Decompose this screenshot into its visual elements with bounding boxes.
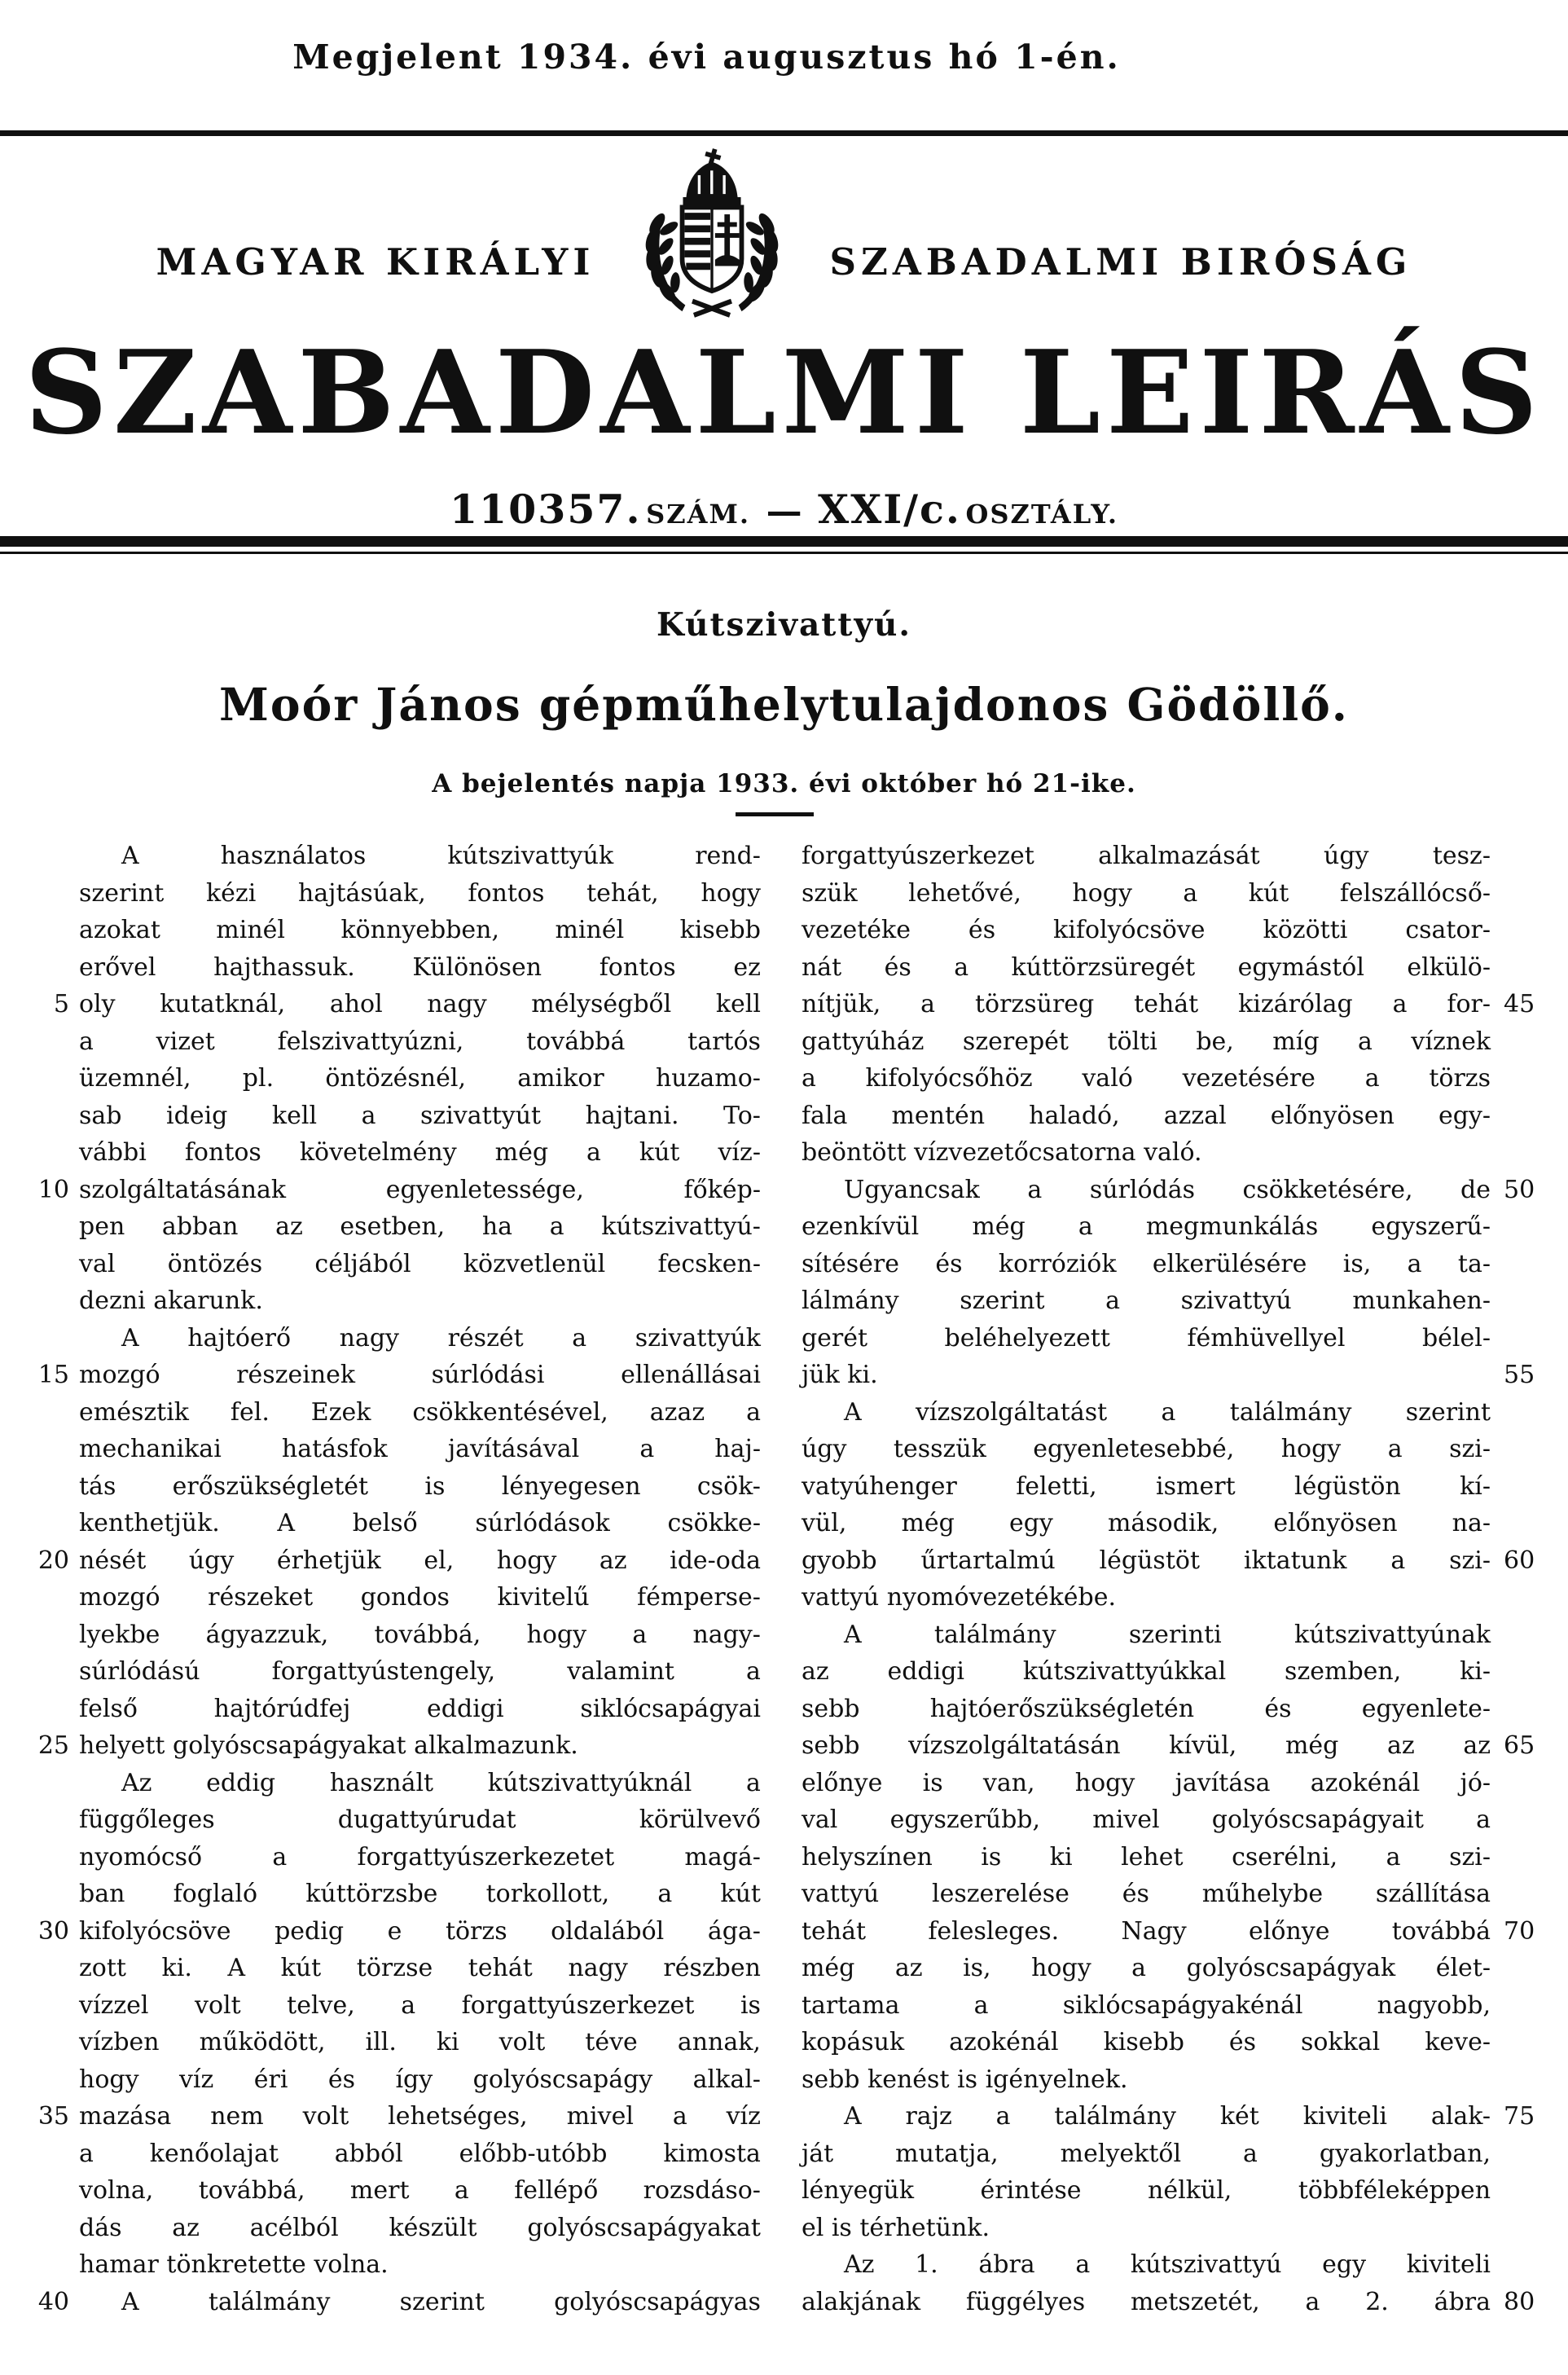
line-text: forgattyúszerkezet alkalmazását úgy tesz- <box>801 842 1491 870</box>
line-text: lényegük érintése nélkül, többféleképpen <box>801 2176 1491 2205</box>
title-rule-thick <box>0 536 1568 547</box>
text-line <box>802 1950 1551 1987</box>
line-text: sebb kenést is igényelnek. <box>801 2065 1128 2094</box>
line-text: nyomócső a forgattyúszerkezetet magá- <box>79 1842 761 1871</box>
line-number: 55 <box>1504 1361 1535 1389</box>
line-text: lálmány szerint a szivattyú munkahen- <box>801 1286 1491 1315</box>
text-line <box>802 838 1551 875</box>
line-text: alakjának függélyes metszetét, a 2. ábra <box>801 2287 1491 2316</box>
line-text: vízben működött, ill. ki volt téve annak, <box>79 2028 761 2056</box>
text-line <box>802 1320 1551 1357</box>
text-line <box>24 1542 761 1580</box>
line-text: dás az acélból készült golyóscsapágyakat <box>79 2213 761 2242</box>
line-text: kenthetjük. A belső súrlódások csökke- <box>79 1509 761 1537</box>
line-text: szolgáltatásának egyenletessége, főkép- <box>79 1175 761 1204</box>
line-text: dezni akarunk. <box>79 1286 263 1315</box>
section-divider-rule <box>736 812 814 816</box>
text-line <box>802 1431 1551 1468</box>
text-line <box>802 1839 1551 1876</box>
line-text: gerét beléhelyezett fémhüvellyel bélel- <box>801 1323 1491 1352</box>
text-line <box>802 1579 1551 1616</box>
line-text: vül, még egy második, előnyösen na- <box>801 1509 1491 1537</box>
line-text: Az eddig használt kútszivattyúknál a <box>121 1768 761 1797</box>
text-line <box>24 875 761 913</box>
line-text: ját mutatja, melyektől a gyakorlatban, <box>801 2139 1491 2168</box>
text-line <box>24 1801 761 1839</box>
line-text: helyett golyóscsapágyakat alkalmazunk. <box>79 1731 578 1760</box>
text-line <box>24 1616 761 1654</box>
text-line <box>802 1801 1551 1839</box>
line-text: beöntött vízvezetőcsatorna való. <box>801 1138 1202 1167</box>
text-line <box>802 1172 1551 1209</box>
inventor-line: Moór János gépműhelytulajdonos Gödöllő. <box>219 678 1349 731</box>
line-text: vattyú leszerelése és műhelybe szállítása <box>801 1880 1491 1908</box>
text-line <box>24 2061 761 2099</box>
line-text: mozgó részeket gondos kivitelű fémperse- <box>79 1583 761 1612</box>
line-text: val egyszerűbb, mivel golyóscsapágyait a <box>801 1805 1491 1834</box>
line-text: gattyúház szerepét tölti be, míg a víznek <box>801 1027 1491 1056</box>
line-text: tehát felesleges. Nagy előnye továbbá <box>801 1916 1491 1946</box>
text-line <box>24 986 761 1023</box>
text-line <box>24 1246 761 1283</box>
text-line <box>24 1727 761 1765</box>
line-text: jük ki. <box>801 1361 878 1389</box>
text-line <box>24 2024 761 2061</box>
text-line <box>802 1134 1551 1172</box>
line-text: vatyúhenger feletti, ismert légüstön kí- <box>801 1471 1491 1501</box>
line-text: kopásuk azokénál kisebb és sokkal keve- <box>801 2028 1491 2056</box>
text-line <box>24 2172 761 2210</box>
text-line <box>24 2210 761 2247</box>
line-text: súrlódású forgattyústengely, valamint a <box>79 1657 761 1686</box>
authority-banner <box>0 148 1568 326</box>
publication-date-text: Megjelent 1934. évi augusztus hó 1-én. <box>292 37 1121 77</box>
text-line <box>802 2172 1551 2210</box>
line-number: 20 <box>37 1546 69 1575</box>
text-line <box>24 2246 761 2284</box>
line-text: függőleges dugattyúrudat körülvevő <box>79 1805 761 1834</box>
text-line <box>24 1431 761 1468</box>
line-text: sítésére és korróziók elkerülésére is, a ta- <box>801 1249 1491 1278</box>
text-line <box>24 1394 761 1432</box>
line-text: szerint kézi hajtásúak, fontos tehát, hogy <box>79 878 761 908</box>
line-text: helyszínen is ki lehet cserélni, a szi- <box>801 1842 1491 1871</box>
line-number: 40 <box>37 2287 69 2316</box>
text-line <box>802 1468 1551 1506</box>
line-text: emésztik fel. Ezek csökkentésével, azaz a <box>79 1397 761 1427</box>
text-line <box>802 1987 1551 2025</box>
text-line <box>24 1468 761 1506</box>
text-line <box>24 1505 761 1542</box>
line-text: üzemnél, pl. öntözésnél, amikor huzamo- <box>79 1064 761 1093</box>
text-line <box>802 1542 1551 1580</box>
text-line <box>802 1505 1551 1542</box>
patent-number-label: SZÁM. <box>646 499 751 530</box>
line-text: erővel hajthassuk. Különösen fontos ez <box>79 952 761 982</box>
number-class-separator: — <box>766 490 802 532</box>
hungarian-coat-of-arms-icon <box>634 148 790 326</box>
text-line <box>24 1172 761 1209</box>
text-line <box>24 2284 761 2321</box>
text-line <box>24 1987 761 2025</box>
line-text: A találmány szerint golyóscsapágyas <box>121 2287 761 2316</box>
text-line <box>24 2098 761 2135</box>
line-text: azokat minél könnyebben, minél kisebb <box>79 916 761 944</box>
line-text: zott ki. A kút törzse tehát nagy részben <box>79 1954 761 1982</box>
line-text: vábbi fontos követelmény még a kút víz- <box>79 1138 761 1167</box>
text-line <box>802 2024 1551 2061</box>
text-line <box>802 1691 1551 1728</box>
patent-class-label: OSZTÁLY. <box>965 499 1119 530</box>
line-text: val öntözés céljából közvetlenül fecsken- <box>79 1249 761 1278</box>
text-line <box>24 1060 761 1097</box>
text-line <box>802 1653 1551 1691</box>
line-text: a vizet felszivattyúzni, továbbá tartós <box>79 1027 761 1056</box>
text-line <box>802 875 1551 913</box>
line-text: nát és a kúttörzsüregét egymástól elkülö- <box>801 952 1491 982</box>
line-text: kifolyócsöve pedig e törzs oldalából ága- <box>79 1916 761 1946</box>
text-line <box>802 1208 1551 1246</box>
line-text: oly kutatknál, ahol nagy mélységből kell <box>79 990 761 1018</box>
line-number: 50 <box>1504 1175 1535 1204</box>
line-text: felső hajtórúdfej eddigi siklócsapágyai <box>79 1694 761 1723</box>
document-number-line <box>0 486 1568 533</box>
authority-right-label: SZABADALMI BIRÓSÁG <box>829 240 1412 284</box>
text-line <box>802 912 1551 949</box>
text-line <box>802 1727 1551 1765</box>
line-text: úgy tesszük egyenletesebbé, hogy a szi- <box>801 1435 1491 1463</box>
authority-left-label: MAGYAR KIRÁLYI <box>156 240 595 284</box>
filing-date-line: A bejelentés napja 1933. évi október hó 21-ike. <box>432 769 1136 798</box>
text-line <box>24 1765 761 1802</box>
text-line <box>24 1839 761 1876</box>
text-line <box>802 2098 1551 2135</box>
header-rule <box>0 130 1568 136</box>
line-text: ban foglaló kúttörzsbe torkollott, a kút <box>79 1880 761 1908</box>
text-line <box>802 2246 1551 2284</box>
line-text: vattyú nyomóvezetékébe. <box>801 1583 1117 1612</box>
line-text: mechanikai hatásfok javításával a haj- <box>79 1435 761 1463</box>
text-line <box>24 2135 761 2173</box>
line-text: még az is, hogy a golyóscsapágyak élet- <box>801 1954 1491 1982</box>
line-number: 60 <box>1504 1546 1535 1575</box>
text-line <box>24 1876 761 1913</box>
text-line <box>802 1394 1551 1432</box>
line-text: előnye is van, hogy javítása azokénál jó- <box>801 1768 1491 1797</box>
line-number: 5 <box>53 990 69 1018</box>
text-line <box>802 1765 1551 1802</box>
line-text: volna, továbbá, mert a fellépő rozsdáso- <box>79 2176 761 2205</box>
text-line <box>24 1653 761 1691</box>
line-text: gyobb űrtartalmú légüstöt iktatunk a szi- <box>801 1546 1491 1575</box>
line-text: Ugyancsak a súrlódás csökketésére, de <box>843 1175 1491 1204</box>
text-line <box>802 2061 1551 2099</box>
line-number: 15 <box>37 1361 69 1389</box>
text-line <box>802 2284 1551 2321</box>
line-text: Az 1. ábra a kútszivattyú egy kiviteli <box>843 2250 1491 2279</box>
left-column <box>24 838 761 2320</box>
line-number: 45 <box>1504 990 1535 1018</box>
text-line <box>24 1097 761 1135</box>
title-rule-thin <box>0 552 1568 554</box>
body-text <box>24 838 1551 2320</box>
line-text: fala mentén haladó, azzal előnyösen egy- <box>801 1101 1491 1130</box>
text-line <box>802 949 1551 987</box>
line-text: sab ideig kell a szivattyút hajtani. To- <box>79 1101 761 1130</box>
right-column <box>802 838 1551 2320</box>
text-line <box>802 1246 1551 1283</box>
line-number: 70 <box>1504 1916 1535 1946</box>
text-line <box>802 2210 1551 2247</box>
text-line <box>24 1282 761 1320</box>
line-number: 75 <box>1504 2102 1535 2131</box>
line-text: pen abban az esetben, ha a kútszivattyú- <box>79 1212 761 1241</box>
text-line <box>802 1282 1551 1320</box>
text-line <box>24 1320 761 1357</box>
text-line <box>802 986 1551 1023</box>
text-line <box>802 1913 1551 1951</box>
line-text: A rajz a találmány két kiviteli alak- <box>843 2102 1491 2131</box>
text-line <box>24 1134 761 1172</box>
line-text: ezenkívül még a megmunkálás egyszerű- <box>801 1212 1491 1241</box>
line-text: szük lehetővé, hogy a kút felszállócső- <box>801 878 1491 908</box>
line-text: tartama a siklócsapágyakénál nagyobb, <box>801 1990 1491 2020</box>
patent-class: XXI/c. <box>818 486 961 533</box>
line-number: 25 <box>37 1731 69 1760</box>
line-text: mozgó részeinek súrlódási ellenállásai <box>79 1361 761 1389</box>
line-number: 10 <box>37 1175 69 1204</box>
line-text: A vízszolgáltatást a találmány szerint <box>843 1397 1491 1427</box>
line-text: a kifolyócsőhöz való vezetésére a törzs <box>801 1064 1491 1093</box>
publication-date-line <box>0 37 1568 77</box>
line-text: vízzel volt telve, a forgattyúszerkezet is <box>79 1990 761 2020</box>
text-line <box>24 838 761 875</box>
line-number: 35 <box>37 2102 69 2131</box>
invention-subject: Kútszivattyú. <box>657 606 911 644</box>
text-line <box>802 1616 1551 1654</box>
line-text: tás erőszükségletét is lényegesen csök- <box>79 1471 761 1501</box>
line-text: mazása nem volt lehetséges, mivel a víz <box>79 2102 761 2131</box>
text-line <box>24 1950 761 1987</box>
text-line <box>802 1357 1551 1394</box>
text-line <box>802 2135 1551 2173</box>
text-line <box>802 1060 1551 1097</box>
text-line <box>24 1208 761 1246</box>
line-text: lyekbe ágyazzuk, továbbá, hogy a nagy- <box>79 1620 761 1649</box>
line-text: hogy víz éri és így golyóscsapágy alkal- <box>79 2065 761 2094</box>
line-number: 65 <box>1504 1731 1535 1760</box>
text-line <box>24 912 761 949</box>
line-text: A találmány szerinti kútszivattyúnak <box>843 1620 1491 1649</box>
line-text: sebb hajtóerőszükségletén és egyenlete- <box>801 1694 1491 1723</box>
text-line <box>802 1097 1551 1135</box>
line-text: nését úgy érhetjük el, hogy az ide-oda <box>79 1546 761 1575</box>
document-title: SZABADALMI LEIRÁS <box>24 326 1544 460</box>
line-text: A használatos kútszivattyúk rend- <box>121 842 761 870</box>
text-line <box>24 1023 761 1061</box>
line-text: hamar tönkretette volna. <box>79 2250 389 2279</box>
text-line <box>24 1913 761 1951</box>
line-text: a kenőolajat abból előbb-utóbb kimosta <box>79 2139 761 2168</box>
line-text: nítjük, a törzsüreg tehát kizárólag a for- <box>801 990 1491 1018</box>
line-text: vezetéke és kifolyócsöve közötti csator- <box>801 916 1491 944</box>
text-line <box>802 1876 1551 1913</box>
text-line <box>24 949 761 987</box>
line-text: sebb vízszolgáltatásán kívül, még az az <box>801 1731 1491 1760</box>
text-line <box>24 1691 761 1728</box>
text-line <box>802 1023 1551 1061</box>
line-number: 80 <box>1504 2287 1535 2316</box>
line-text: el is térhetünk. <box>801 2213 990 2242</box>
line-text: A hajtóerő nagy részét a szivattyúk <box>121 1323 761 1352</box>
line-number: 30 <box>37 1916 69 1946</box>
patent-number: 110357. <box>449 486 642 533</box>
line-text: az eddigi kútszivattyúkkal szemben, ki- <box>801 1657 1491 1686</box>
text-line <box>24 1579 761 1616</box>
text-line <box>24 1357 761 1394</box>
